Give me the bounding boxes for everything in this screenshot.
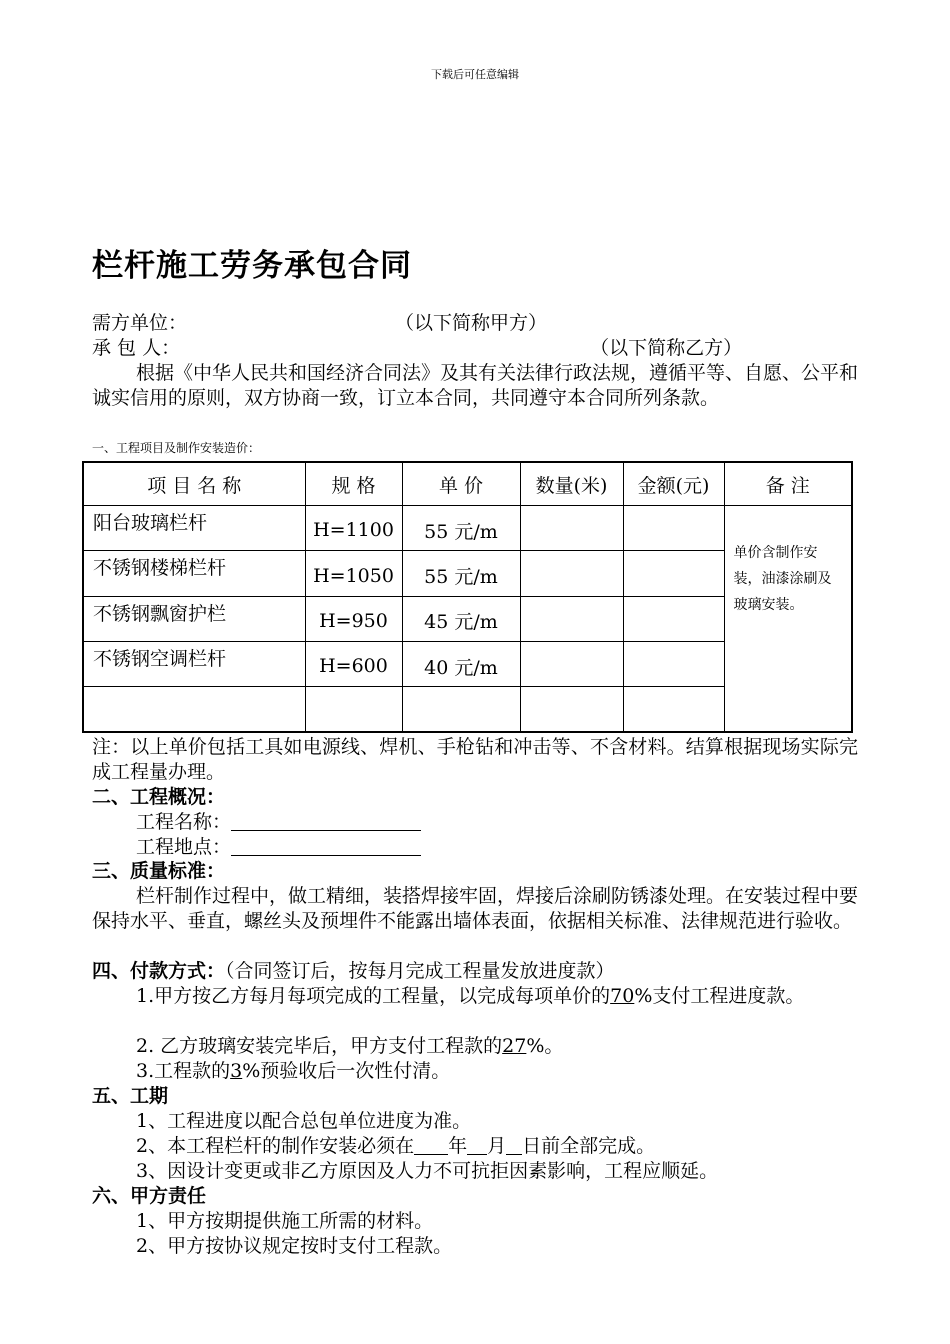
header-note: 下载后可任意编辑: [431, 68, 519, 81]
cell-unit-price: [402, 687, 520, 732]
cell-item-name: 阳台玻璃栏杆: [83, 506, 305, 551]
cell-quantity: [520, 596, 623, 641]
section4-title-line: [92, 959, 615, 984]
header-amount: 金额(元): [623, 462, 724, 506]
section2-title: 二、工程概况：: [92, 786, 226, 808]
header-quantity: 数量(米): [520, 462, 623, 506]
cell-spec: H=600: [305, 641, 402, 686]
header-item-name: 项 目 名 称: [83, 462, 305, 506]
schedule-item-2: [136, 1134, 655, 1159]
cell-spec: H=950: [305, 596, 402, 641]
cell-amount: [623, 687, 724, 732]
party-a-duty-1: 1、甲方按期提供施工所需的材料。: [136, 1210, 434, 1232]
project-name-label: 工程名称：: [136, 811, 232, 833]
payment-item-3-text-end: %预验收后一次性付清。: [242, 1060, 451, 1082]
cell-amount: [623, 641, 724, 686]
document-title: 栏杆施工劳务承包合同: [92, 248, 412, 284]
cell-quantity: [520, 551, 623, 596]
party-b-suffix: （以下简称乙方）: [590, 337, 743, 359]
year-blank[interactable]: [414, 1135, 448, 1155]
cell-unit-price: 55 元/m: [402, 506, 520, 551]
payment-item-1-text: 1.甲方按乙方每月每项完成的工程量，以完成每项单价的: [136, 985, 611, 1007]
payment-item-3: [136, 1059, 450, 1084]
party-a-suffix: （以下简称甲方）: [395, 312, 548, 334]
header-unit-price: 单 价: [402, 462, 520, 506]
project-location-blank[interactable]: [231, 836, 421, 856]
cell-item-name: 不锈钢飘窗护栏: [83, 596, 305, 641]
cell-spec: H=1050: [305, 551, 402, 596]
payment-item-3-text: 3.工程款的: [136, 1060, 231, 1082]
payment-item-1: [92, 984, 858, 1009]
cell-quantity: [520, 641, 623, 686]
section5-title: 五、工期: [92, 1085, 169, 1107]
section4-title: 四、付款方式：: [92, 960, 226, 982]
header-remark: 备 注: [724, 462, 852, 506]
payment-item-2: [136, 1034, 563, 1059]
payment-item-2-text-end: %。: [526, 1035, 564, 1057]
party-b-line: [92, 336, 742, 361]
project-location-line: [136, 835, 421, 860]
price-table: [82, 461, 853, 733]
cell-item-name: [83, 687, 305, 732]
payment-pct-3: 3: [230, 1060, 243, 1082]
project-name-blank[interactable]: [231, 811, 421, 831]
cell-spec: [305, 687, 402, 732]
section1-title: 一、工程项目及制作安装造价：: [92, 441, 261, 455]
schedule-item-1: 1、工程进度以配合总包单位进度为准。: [136, 1110, 472, 1132]
cell-unit-price: 40 元/m: [402, 641, 520, 686]
cell-remark: 单价含制作安装，油漆涂刷及玻璃安装。: [724, 506, 852, 732]
project-name-line: [136, 810, 421, 835]
party-a-line: [92, 311, 547, 336]
payment-pct-70: 70: [610, 985, 635, 1007]
table-header-row: [83, 462, 852, 506]
cell-quantity: [520, 687, 623, 732]
cell-amount: [623, 506, 724, 551]
table-note: 注：以上单价包括工具如电源线、焊机、手枪钻和冲击等、不含材料。结算根据现场实际完成工程量办理。: [92, 736, 858, 783]
schedule-item-3: 3、因设计变更或非乙方原因及人力不可抗拒因素影响，工程应顺延。: [136, 1160, 719, 1182]
payment-item-1-text-end: %支付工程进度款。: [634, 985, 805, 1007]
header-spec: 规 格: [305, 462, 402, 506]
table-row: [83, 506, 852, 551]
party-a-duty-2: 2、甲方按协议规定按时支付工程款。: [136, 1235, 453, 1257]
cell-item-name: 不锈钢楼梯栏杆: [83, 551, 305, 596]
month-blank[interactable]: [467, 1135, 487, 1155]
payment-pct-27: 27: [502, 1035, 527, 1057]
section6-title: 六、甲方责任: [92, 1185, 207, 1207]
intro-paragraph: 根据《中华人民共和国经济合同法》及其有关法律行政法规，遵循平等、自愿、公平和诚实信用的原则，双方协商一致，订立本合同，共同遵守本合同所列条款。: [92, 362, 859, 409]
payment-item-2-text: 2. 乙方玻璃安装完毕后，甲方支付工程款的: [136, 1035, 503, 1057]
party-b-label: 承 包 人：: [92, 337, 181, 359]
cell-quantity: [520, 506, 623, 551]
day-blank[interactable]: [506, 1135, 522, 1155]
cell-unit-price: 45 元/m: [402, 596, 520, 641]
cell-amount: [623, 551, 724, 596]
month-label: 月: [487, 1135, 507, 1157]
section4-subtitle: （合同签订后，按每月完成工程量发放进度款）: [225, 960, 615, 982]
section3-title: 三、质量标准：: [92, 860, 226, 882]
cell-item-name: 不锈钢空调栏杆: [83, 641, 305, 686]
cell-amount: [623, 596, 724, 641]
cell-unit-price: 55 元/m: [402, 551, 520, 596]
cell-spec: H=1100: [305, 506, 402, 551]
schedule-item-2-text-end: 日前全部完成。: [522, 1135, 656, 1157]
year-label: 年: [448, 1135, 468, 1157]
section3-text: 栏杆制作过程中，做工精细，装搭焊接牢固，焊接后涂刷防锈漆处理。在安装过程中要保持水平、垂直，螺丝头及预埋件不能露出墙体表面，依据相关标准、法律规范进行验收。: [92, 885, 859, 932]
project-location-label: 工程地点：: [136, 836, 232, 858]
party-a-label: 需方单位：: [92, 312, 188, 334]
schedule-item-2-text: 2、本工程栏杆的制作安装必须在: [136, 1135, 415, 1157]
